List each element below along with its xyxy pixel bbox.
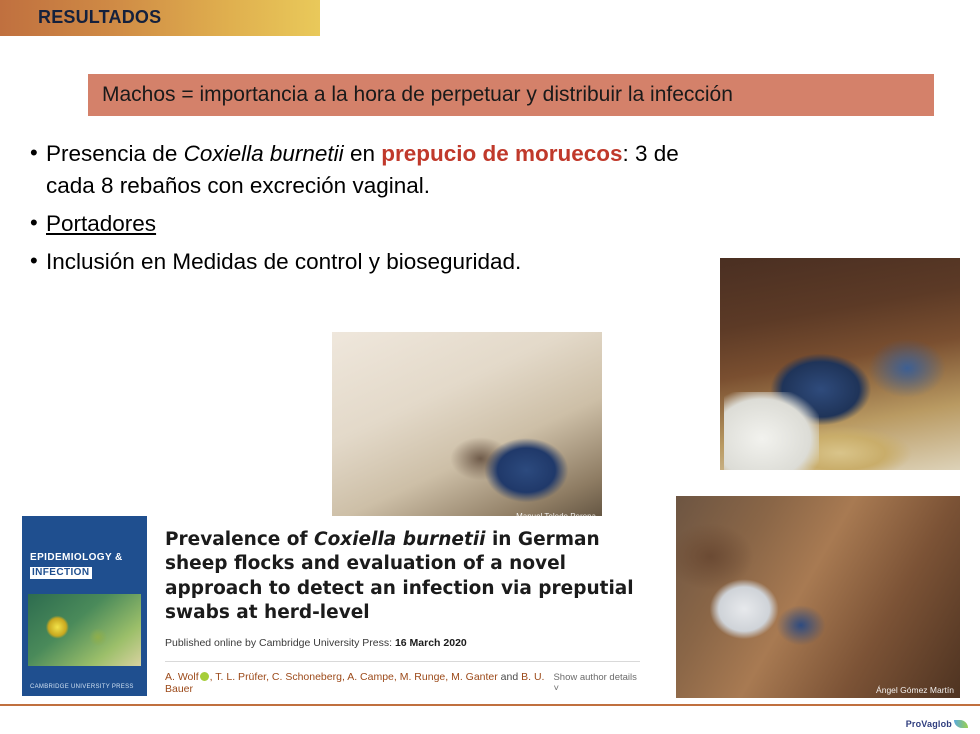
- journal-details: [147, 516, 674, 696]
- bullet1-italic-species: Coxiella burnetii: [183, 141, 344, 166]
- journal-cover-title: [30, 552, 123, 579]
- journal-published-label: Published online by Cambridge University Press:: [165, 636, 393, 649]
- bullet1-part3: : 3 de: [622, 141, 679, 166]
- bullet-marker: •: [30, 140, 38, 165]
- bullet1-part2: en: [343, 141, 382, 166]
- journal-cover-line1: EPIDEMIOLOGY &: [30, 552, 123, 563]
- journal-article-card: [22, 516, 674, 696]
- journal-title-part1: Prevalence of: [165, 529, 314, 550]
- bullet1-part1: Presencia de: [46, 141, 184, 166]
- bullet-text-1: [46, 138, 922, 202]
- photo-top-right-detail: [724, 392, 819, 470]
- photo-bottom-right: [676, 496, 960, 698]
- journal-published-line: [165, 637, 660, 649]
- bullet-text-2: [46, 208, 922, 240]
- photo-bottom-right-credit: Ángel Gómez Martín: [876, 685, 954, 695]
- bullet-marker: •: [30, 209, 38, 235]
- journal-title-species: Coxiella burnetii: [314, 529, 486, 550]
- page-title: RESULTADOS: [38, 7, 162, 27]
- journal-cover-art: [28, 594, 141, 666]
- journal-authors: [165, 671, 553, 695]
- journal-title-part2: in German sheep flocks and evaluation of a novel approach to detect an infection via preputial swabs at herd-level: [165, 529, 634, 624]
- bullet1-highlight: prepucio de moruecos: [381, 141, 623, 166]
- journal-authors-and: and: [497, 670, 522, 683]
- journal-cover-image: [22, 516, 147, 696]
- show-author-details-link[interactable]: Show author details ˅: [553, 671, 637, 694]
- journal-published-date: 16 March 2020: [394, 636, 467, 649]
- bullet1-line2: cada 8 rebaños con excreción vaginal.: [46, 172, 430, 198]
- bullet2-label: Portadores: [46, 210, 157, 236]
- journal-author-last: B. U. Bauer: [165, 670, 545, 695]
- list-item: [22, 208, 922, 240]
- footer-bar: [0, 704, 980, 734]
- journal-cover-line2: INFECTION: [32, 566, 90, 578]
- subtitle-text: Machos = importancia a la hora de perpetuar y distribuir la infección: [102, 83, 733, 107]
- footer-logo: [906, 719, 968, 729]
- journal-authors-row: [165, 671, 640, 695]
- bullet-text-3: Inclusión en Medidas de control y bioseguridad.: [46, 248, 522, 274]
- divider: [165, 661, 640, 662]
- subtitle-bar: [88, 74, 934, 116]
- photo-middle: [332, 332, 602, 524]
- bullet-marker: •: [30, 247, 38, 273]
- list-item: [22, 138, 922, 202]
- orcid-icon: [200, 672, 209, 681]
- journal-cover-publisher: CAMBRIDGE UNIVERSITY PRESS: [30, 684, 134, 690]
- journal-authors-rest: , T. L. Prüfer, C. Schoneberg, A. Campe, M. Runge, M. Ganter: [209, 670, 498, 683]
- footer-logo-text: ProVaglob: [905, 719, 952, 729]
- journal-article-title: [165, 528, 660, 626]
- photo-top-right: [720, 258, 960, 470]
- footer-logo-swoosh-icon: [954, 720, 968, 728]
- journal-author-first: A. Wolf: [165, 670, 199, 683]
